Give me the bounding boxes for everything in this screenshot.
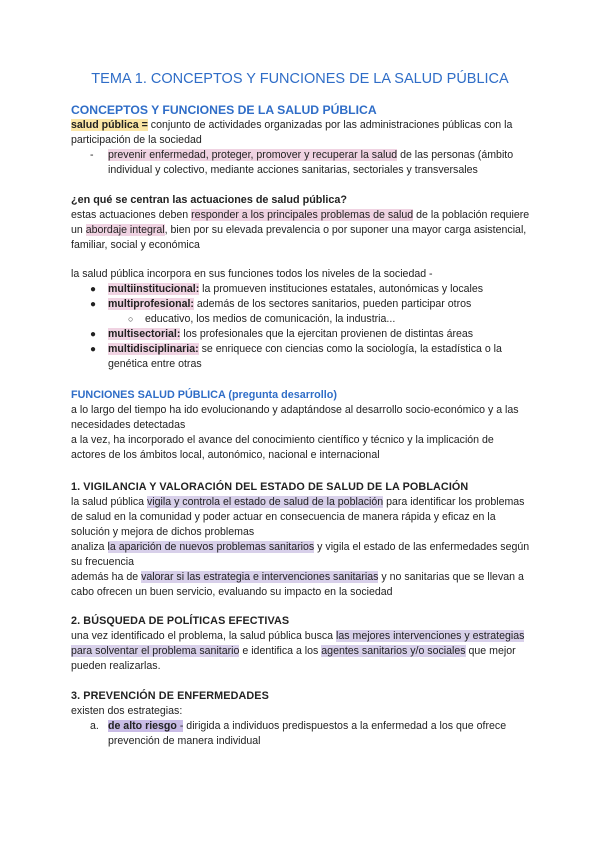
bullet-marker: ●	[90, 329, 97, 340]
document-title: TEMA 1. CONCEPTOS Y FUNCIONES DE LA SALUD PÚBLICA	[91, 71, 509, 87]
bullet-term: multiinstitucional:	[108, 283, 200, 295]
paragraph-valorar	[71, 570, 531, 600]
text-span: e identifica a los	[239, 645, 322, 657]
dash-marker: -	[90, 149, 94, 161]
list-item	[71, 327, 531, 342]
bullet-marker: ●	[90, 344, 97, 355]
strategy-term: de alto riesgo	[108, 720, 177, 732]
strategy-text: dirigida a individuos predispuestos a la enfermedad a los que ofrece prevención de manera individual	[108, 720, 507, 747]
text-span: y no sanitarias que se llevan a cabo ofrecen un buen servicio, evaluando su impacto en la sociedad	[71, 571, 524, 598]
text-span: una vez identificado el problema, la salud pública busca	[71, 630, 337, 642]
bullet-marker: ●	[90, 284, 97, 295]
text-span: la salud pública	[71, 496, 147, 508]
bullet-marker: ●	[90, 299, 97, 310]
bullet-term: multidisciplinaria:	[108, 343, 199, 355]
function-heading-3: 3. PREVENCIÓN DE ENFERMEDADES	[71, 690, 269, 702]
section-heading-funciones	[71, 388, 531, 403]
document-body	[71, 70, 531, 749]
circle-marker: ○	[128, 314, 134, 324]
bullet-text: los profesionales que la ejercitan provienen de distintas áreas	[180, 328, 474, 340]
highlight-text: prevenir enfermedad, proteger, promover y recuperar la salud	[108, 149, 398, 161]
highlight-text: la aparición de nuevos problemas sanitarios	[107, 541, 315, 553]
function-heading-2: 2. BÚSQUEDA DE POLÍTICAS EFECTIVAS	[71, 615, 290, 627]
sub-list-item	[71, 312, 531, 327]
section-heading-conceptos: CONCEPTOS Y FUNCIONES DE LA SALUD PÚBLICA	[71, 103, 377, 117]
highlight-text: valorar si las estrategia e intervenciones sanitarias	[141, 571, 379, 583]
bullet-text: además de los sectores sanitarios, pueden participar otros	[193, 298, 472, 310]
highlight-text: responder a los principales problemas de salud	[191, 209, 414, 221]
text-span: estas actuaciones deben	[71, 209, 192, 221]
question-heading: ¿en qué se centran las actuaciones de salud pública?	[71, 194, 348, 206]
bullet-term: multisectorial:	[108, 328, 181, 340]
heading-note: (pregunta desarrollo)	[225, 389, 337, 401]
list-item-text: de las personas (ámbito individual y colectivo, mediante acciones sanitarias, sectoriales y transversales	[108, 149, 514, 176]
highlight-text: agentes sanitarios y/o sociales	[321, 645, 466, 657]
text-span: analiza	[71, 541, 108, 553]
list-item	[71, 297, 531, 312]
paragraph-niveles: la salud pública incorpora en sus funciones todos los niveles de la sociedad -	[71, 268, 433, 280]
text-span: de la población requiere un	[71, 209, 530, 236]
paragraph-politicas	[71, 629, 531, 674]
list-item	[71, 342, 531, 372]
highlight-text: vigila y controla el estado de salud de la población	[146, 496, 384, 508]
text-span: además ha de	[71, 571, 142, 583]
list-item	[71, 282, 531, 297]
paragraph-actuaciones	[71, 208, 531, 253]
list-item	[71, 719, 531, 749]
highlight-text: las mejores intervenciones y estrategias para solventar el problema sanitario	[71, 630, 525, 657]
text-span: y vigila el estado de las enfermedades según su frecuencia	[71, 541, 530, 568]
sub-list-text: educativo, los medios de comunicación, la industria...	[145, 313, 396, 325]
text-span: para identificar los problemas de salud en la comunidad y poder actuar en consecuencia de manera rápida y eficaz en la solución y mejora de dichos problemas	[71, 496, 525, 538]
definition-paragraph	[71, 118, 531, 148]
definition-text: conjunto de actividades organizadas por las administraciones públicas con la participación de la sociedad	[71, 119, 513, 146]
bullet-text: la promueven instituciones estatales, autonómicas y locales	[199, 283, 484, 295]
heading-text: FUNCIONES SALUD PÚBLICA	[71, 389, 226, 401]
definition-term: salud pública =	[71, 119, 148, 131]
text-span: , bien por su elevada prevalencia o por suponer una mayor carga asistencial, familiar, social y económica	[71, 224, 527, 251]
bullet-term: multiprofesional:	[108, 298, 194, 310]
paragraph-estrategias: existen dos estrategias:	[71, 705, 183, 717]
paragraph-vigilancia	[71, 495, 531, 540]
paragraph-avance: a la vez, ha incorporado el avance del conocimiento científico y técnico y la implicación de actores de los ámbitos local, autonómico, nacional e internacional	[71, 434, 494, 461]
function-heading-1: 1. VIGILANCIA Y VALORACIÓN DEL ESTADO DE SALUD DE LA POBLACIÓN	[71, 481, 469, 493]
letter-marker: a.	[90, 720, 99, 732]
bullet-text: se enriquece con ciencias como la sociología, la estadística o la genética entre otras	[108, 343, 502, 370]
paragraph-evolucion: a lo largo del tiempo ha ido evolucionando y adaptándose al desarrollo socio-económico y a las necesidades detectadas	[71, 404, 519, 431]
highlight-text: abordaje integral	[85, 224, 165, 236]
highlight-text: -	[176, 720, 184, 732]
text-span: que mejor pueden realizarlas.	[71, 645, 516, 672]
paragraph-analiza	[71, 540, 531, 570]
list-item	[71, 148, 531, 178]
